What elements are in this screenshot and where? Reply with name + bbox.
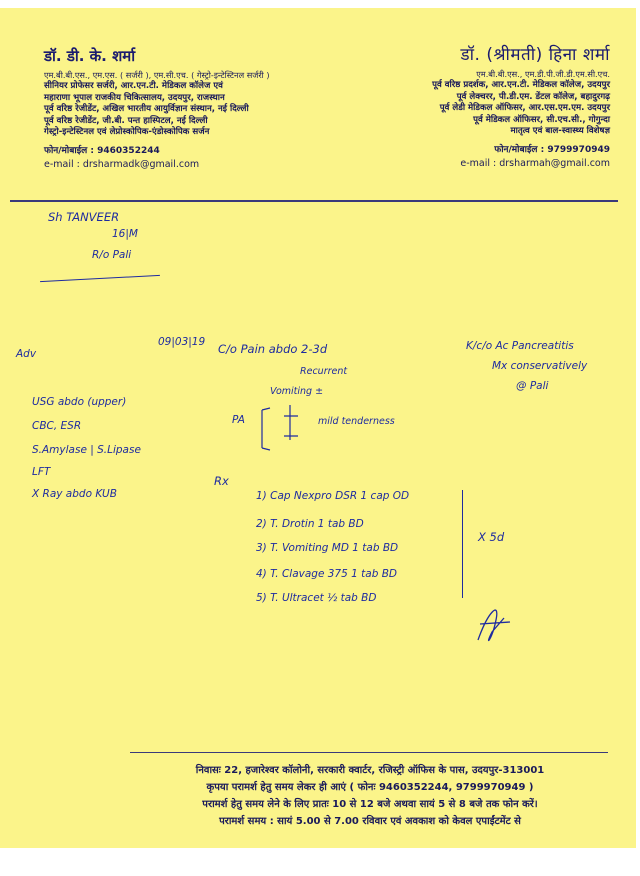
right-doctor-name: डॉ. (श्रीमती) हिना शर्मा <box>460 45 610 65</box>
per-abdomen-label: PA <box>232 414 245 426</box>
known-case-note: K/c/o Ac Pancreatitis <box>466 340 574 352</box>
medication-item: 1) Cap Nexpro DSR 1 cap OD <box>256 490 410 502</box>
medication-item: 5) T. Ultracet ½ tab BD <box>256 592 377 604</box>
footer-call-times: परामर्श हेतु समय लेने के लिए प्रातः 10 से 12 बजे अथवा सायं 5 से 8 बजे तक फोन करें। <box>202 799 538 810</box>
right-phone: फोन/मोबाईल : 9799970949 <box>494 145 610 156</box>
left-credential: पूर्व वरिष्ठ रेजीडेंट, अखिल भारतीय आयुर्विज्ञान संस्थान, नई दिल्ली <box>44 104 249 115</box>
advice-mark: Adv <box>16 348 37 360</box>
abdomen-diagram <box>262 405 298 450</box>
visit-date: 09|03|19 <box>158 336 206 348</box>
footer <box>110 762 630 830</box>
investigation-item: S.Amylase | S.Lipase <box>32 444 141 456</box>
vomiting-note: Vomiting ± <box>270 386 324 397</box>
patient-residence: R/o Pali <box>92 249 132 261</box>
medication-item: 3) T. Vomiting MD 1 tab BD <box>256 542 399 554</box>
investigation-item: USG abdo (upper) <box>32 396 127 408</box>
right-credential: मातृत्व एवं बाल-स्वास्थ्य विशेषज्ञ <box>510 126 610 137</box>
footer-consult-times: परामर्श समय : सायं 5.00 से 7.00 रविवार एवं अवकाश को केवल एपाईंटमेंट से <box>219 816 521 827</box>
left-credential: गेस्ट्रो-इन्टेस्टिनल एवं लेप्रोस्कोपिक-एंडोस्कोपिक सर्जन <box>44 127 210 138</box>
location-note: @ Pali <box>516 380 549 392</box>
investigation-item: LFT <box>32 466 51 478</box>
management-note: Mx conservatively <box>492 360 588 372</box>
abdomen-finding: mild tenderness <box>318 416 395 427</box>
doctor-signature <box>478 610 510 640</box>
footer-address: निवासः 22, हजारेश्वर कॉलोनी, सरकारी क्वार्टर, रजिस्ट्री ऑफिस के पास, उदयपुर-313001 <box>195 765 545 776</box>
left-phone: फोन/मोबाईल : 9460352244 <box>44 146 160 157</box>
investigation-item: X Ray abdo KUB <box>32 488 117 500</box>
right-credential: पूर्व वरिष्ठ प्रदर्शक, आर.एन.टी. मेडिकल कॉलेज, उदयपुर <box>432 80 610 91</box>
right-credential: पूर्व मेडिकल ऑफिसर, सी.एच.सी., गोगुन्दा <box>473 114 610 125</box>
medication-item: 4) T. Clavage 375 1 tab BD <box>256 568 397 580</box>
left-doctor-name: डॉ. डी. के. शर्मा <box>44 47 136 65</box>
footer-divider <box>130 752 608 753</box>
right-email: e-mail : drsharmah@gmail.com <box>460 158 610 170</box>
chief-complaint: C/o Pain abdo 2-3d <box>218 342 328 356</box>
footer-appointment: कृपया परामर्श हेतु समय लेकर ही आएं ( फोनः 9460352244, 9799970949 ) <box>206 782 534 793</box>
right-credential: पूर्व लेडी मेडिकल ऑफिसर, आर.एस.एम.एम. उदयपुर <box>439 103 610 114</box>
rx-mark: Rx <box>214 474 229 488</box>
right-credential: एम.बी.बी.एस., एम.डी.पी.जी.डी.एम.सी.एच. <box>476 69 610 79</box>
complaint-recurrent: Recurrent <box>300 366 348 377</box>
treatment-duration: X 5d <box>478 530 505 544</box>
left-credential: महाराणा भूपाल राजकीय चिकित्सालय, उदयपुर, राजस्थान <box>44 92 225 103</box>
patient-age-sex: 16|M <box>112 228 138 240</box>
medication-item: 2) T. Drotin 1 tab BD <box>256 518 364 530</box>
investigation-item: CBC, ESR <box>32 420 82 432</box>
left-credential: एम.बी.बी.एस., एम.एस. ( सर्जरी ), एम.सी.एच. ( गेस्ट्रो-इन्टेस्टिनल सर्जरी ) <box>44 70 270 80</box>
patient-name: Sh TANVEER <box>48 210 120 224</box>
left-credential: सीनियर प्रोफेसर सर्जरी, आर.एन.टी. मेडिकल कॉलेज एवं <box>44 81 223 92</box>
left-email: e-mail : drsharmadk@gmail.com <box>44 159 200 171</box>
left-credential: पूर्व वरिष्ठ रेजीडेंट, जी.बी. पन्त हास्पिटल, नई दिल्ली <box>44 115 208 126</box>
right-credential: पूर्व लेक्चरर, पी.डी.एम. डेंटल कॉलेज, बहादुरगढ़ <box>456 91 610 102</box>
